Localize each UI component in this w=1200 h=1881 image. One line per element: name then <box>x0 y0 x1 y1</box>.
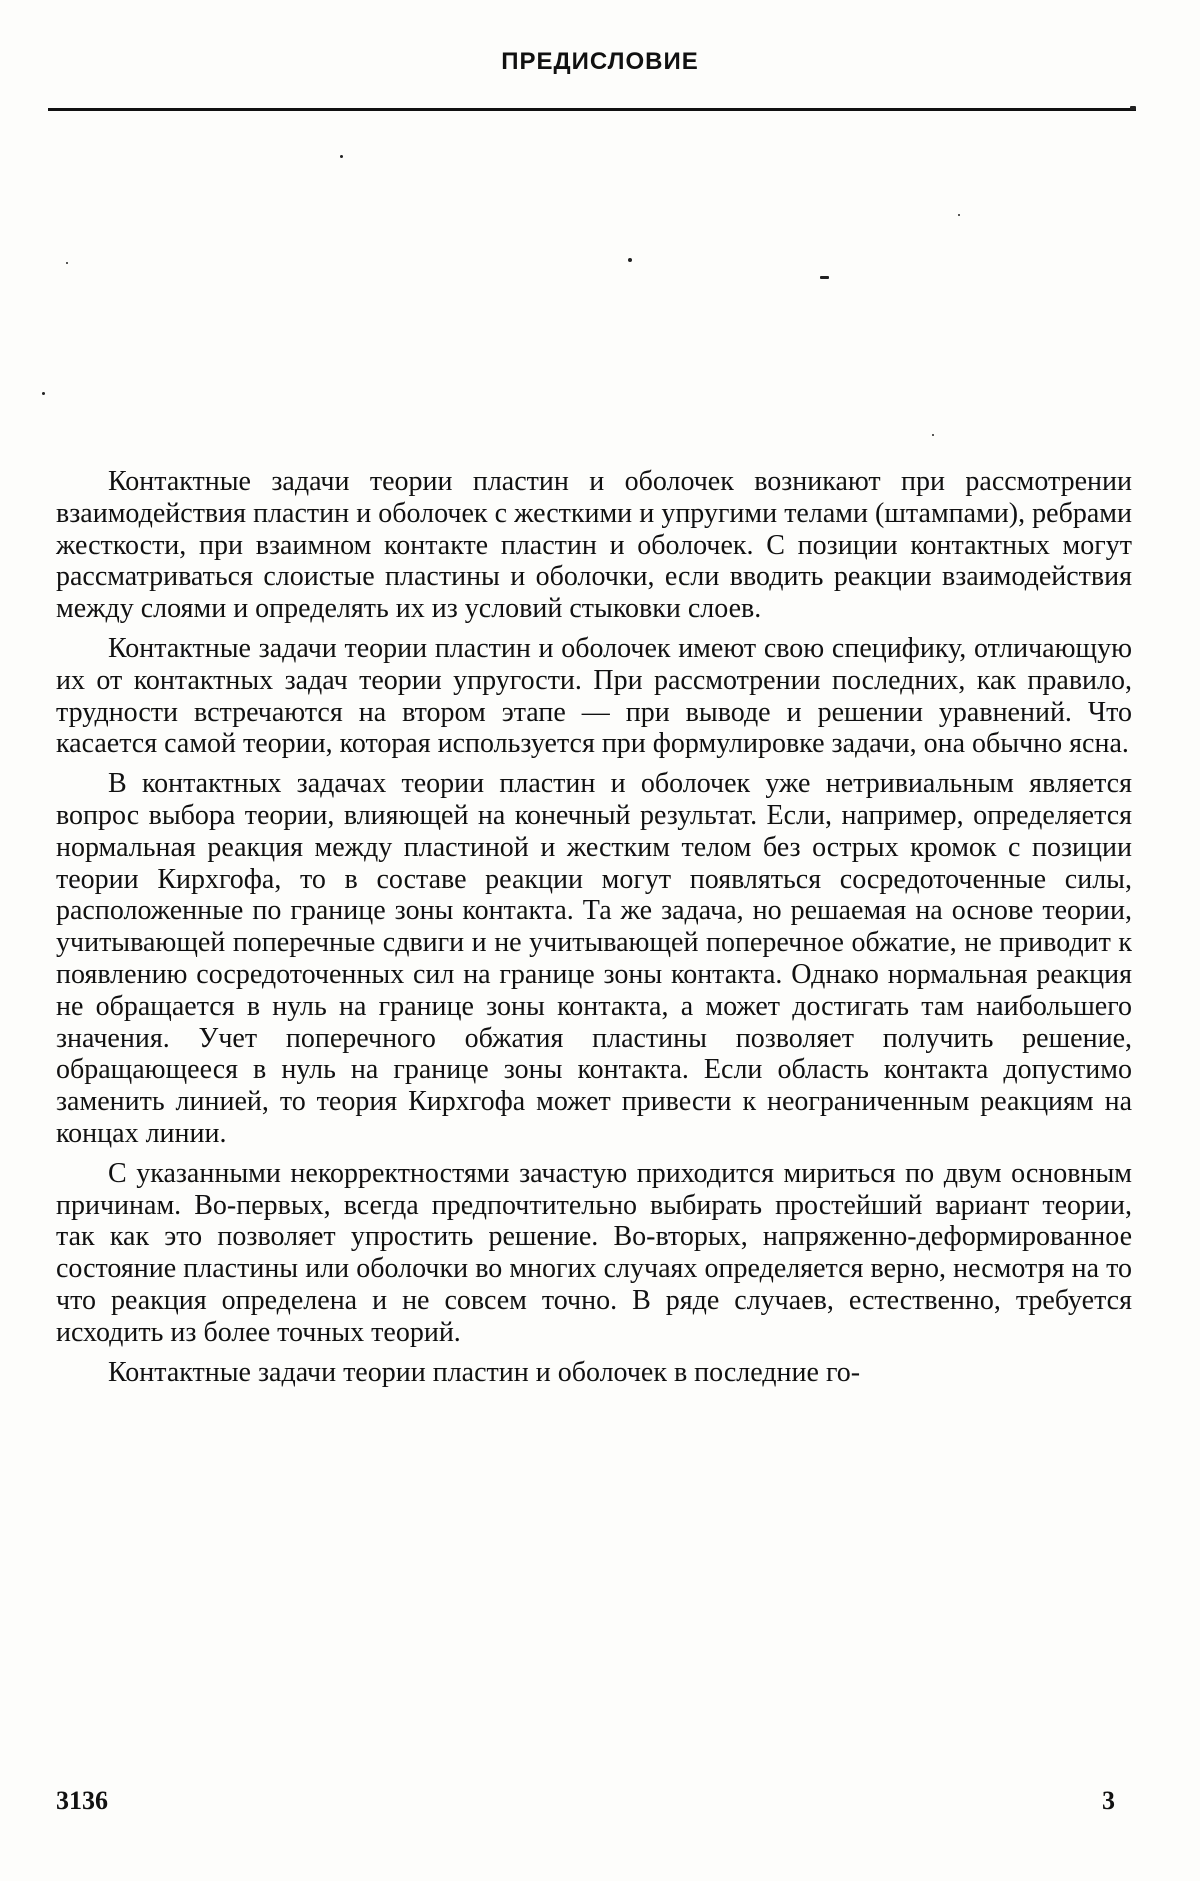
scan-speck <box>628 258 632 262</box>
paragraph: Контактные задачи теории пластин и оболочек возникают при рассмотрении взаимодействия пластин и оболочек с жесткими и упругими телами (штампами), ребрами жесткости, при взаимном контакте пластин и оболочек. С позиции контактных могут рассматриваться слоистые пластины и оболочки, если вводить реакции взаимодействия между слоями и определять их из условий стыковки слоев. <box>56 466 1132 625</box>
scan-speck <box>958 214 960 216</box>
running-head: ПРЕДИСЛОВИЕ <box>501 48 699 75</box>
paragraph: В контактных задачах теории пластин и оболочек уже нетривиальным является вопрос выбора теории, влияющей на конечный результат. Если, например, определяется нормальная реакция между пластиной и жестким телом без острых кромок с позиции теории Кирхгофа, то в составе реакции могут появляться сосредоточенные силы, расположенные по границе зоны контакта. Та же задача, но решаемая на основе теории, учитывающей поперечные сдвиги и не учитывающей поперечное обжатие, не приводит к появлению сосредоточенных сил на границе зоны контакта. Однако нормальная реакция не обращается в нуль на границе зоны контакта, а может достигать там наибольшего значения. Учет поперечного обжатия пластины позволяет получить решение, обращающееся в нуль на границе зоны контакта. Если область контакта допустимо заменить линией, то теория Кирхгофа может привести к неограниченным реакциям на концах линии. <box>56 768 1132 1149</box>
scan-speck <box>1130 106 1136 110</box>
scan-speck <box>340 155 343 158</box>
signature-mark: 3136 <box>56 1786 108 1815</box>
paragraph: С указанными некорректностями зачастую приходится мириться по двум основным причинам. Во-первых, всегда предпочтительно выбирать простейший вариант теории, так как это позволяет упростить решение. Во-вторых, напряженно-деформированное состояние пластины или оболочки во многих случаях определяется верно, несмотря на то что реакция определена и не совсем точно. В ряде случаев, естественно, требуется исходить из более точных теорий. <box>56 1157 1132 1348</box>
paragraph: Контактные задачи теории пластин и оболочек имеют свою специфику, отличающую их от контактных задач теории упругости. При рассмотрении последних, как правило, трудности встречаются на втором этапе — при выводе и решении уравнений. Что касается самой теории, которая используется при формулировке задачи, она обычно ясна. <box>56 632 1132 760</box>
body-text <box>56 466 1132 1388</box>
scan-speck <box>820 276 829 279</box>
page-number: 3 <box>1102 1786 1115 1815</box>
scan-speck <box>42 392 45 395</box>
paragraph-continued: Контактные задачи теории пластин и оболочек в последние го- <box>108 1356 861 1388</box>
scan-speck <box>66 262 68 264</box>
scan-speck <box>932 434 934 436</box>
header-rule <box>48 108 1136 111</box>
